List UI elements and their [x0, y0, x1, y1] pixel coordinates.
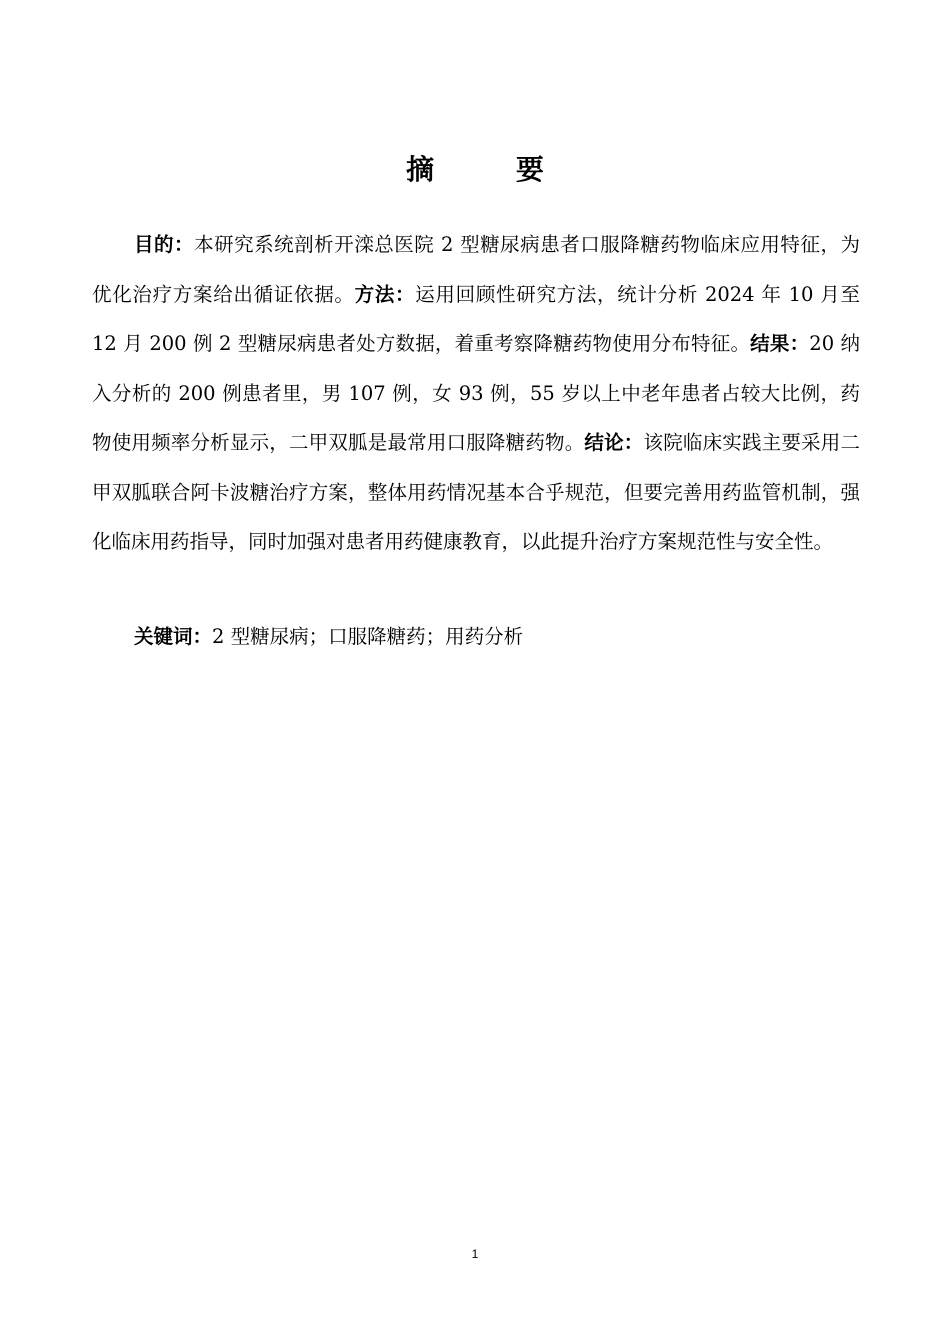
page-title: 摘 要 [406, 153, 580, 186]
result-text: 20 纳入分析的 200 例患者里，男 107 例，女 93 例，55 岁以上中老年患者占较大比例，药物使用频率分析显示，二甲双胍是最常用口服降糖药物。 [92, 332, 860, 454]
method-text: 运用回顾性研究方法，统计分析 2024 年 10 月至 12 月 200 例 2 型糖尿病患者处方数据，着重考察降糖药物使用分布特征。 [92, 282, 860, 355]
method-label: 方法： [354, 282, 416, 306]
conclusion-label: 结论： [584, 431, 644, 454]
keywords-text: 2 型糖尿病；口服降糖药；用药分析 [212, 625, 524, 648]
result-label: 结果： [750, 332, 810, 355]
objective-text: 本研究系统剖析开滦总医院 2 型糖尿病患者口服降糖药物临床应用特征，为优化治疗方案给出循证依据。 [92, 233, 860, 306]
objective-label: 目的： [134, 233, 195, 256]
keywords-line [92, 612, 860, 662]
keywords-label: 关键词： [134, 625, 213, 648]
abstract-paragraph [92, 220, 860, 567]
page-number: 1 [471, 1247, 479, 1261]
conclusion-text: 该院临床实践主要采用二甲双胍联合阿卡波糖治疗方案，整体用药情况基本合乎规范，但要完善用药监管机制，强化临床用药指导，同时加强对患者用药健康教育，以此提升治疗方案规范性与安全性。 [92, 431, 860, 553]
